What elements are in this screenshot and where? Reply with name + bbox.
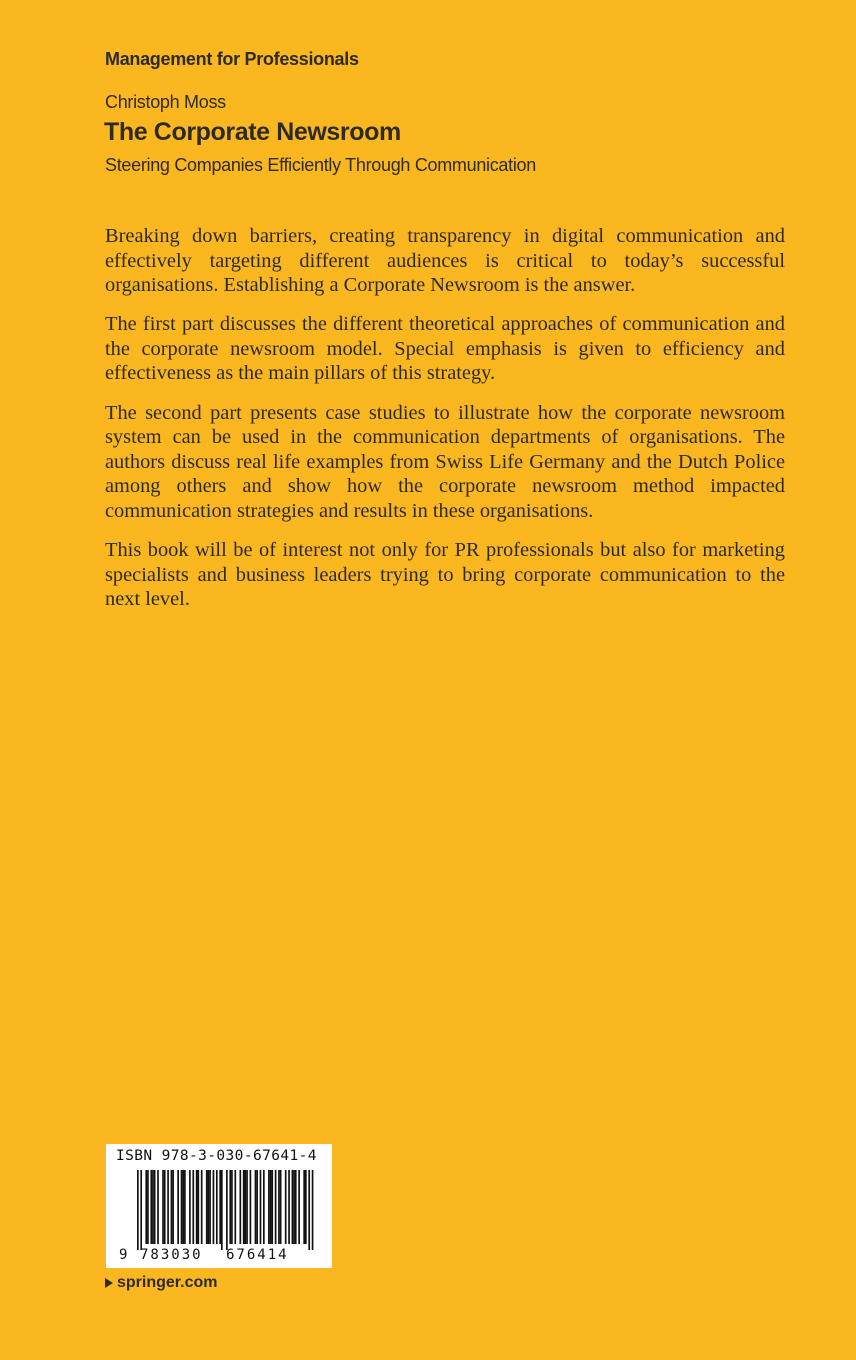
blurb-text — [105, 224, 785, 626]
barcode-bar — [298, 1170, 300, 1244]
isbn-label: ISBN 978-3-030-67641-4 — [116, 1148, 317, 1164]
barcode-bar — [263, 1170, 265, 1244]
book-title: The Corporate Newsroom — [104, 118, 401, 146]
barcode-bar — [285, 1170, 287, 1244]
publisher-url: springer.com — [117, 1274, 218, 1291]
blurb-paragraph-4: This book will be of interest not only for PR professionals but also for marketing specialists and business leaders trying to bring corporate communication to the next level. — [105, 539, 785, 611]
barcode-bar — [196, 1170, 198, 1244]
barcode-bar — [184, 1170, 186, 1244]
barcode-bar — [221, 1170, 223, 1250]
barcode-bar — [229, 1170, 231, 1244]
author-name: Christoph Moss — [105, 92, 226, 112]
book-subtitle: Steering Companies Efficiently Through Communication — [105, 155, 536, 175]
barcode-bar — [213, 1170, 215, 1244]
barcode-bar — [154, 1170, 156, 1244]
barcode-bar — [271, 1170, 273, 1244]
barcode-bar — [268, 1170, 270, 1244]
barcode-bar — [288, 1170, 290, 1244]
barcode-bar — [293, 1170, 295, 1244]
barcode-bar — [275, 1170, 277, 1244]
barcode-bar — [234, 1170, 236, 1244]
barcode-digits-left: 783030 — [140, 1247, 203, 1263]
barcode-bar — [162, 1170, 164, 1244]
barcode-bar — [182, 1170, 184, 1244]
barcode-bar — [226, 1170, 228, 1250]
barcode-bar — [303, 1170, 305, 1244]
barcode-bar — [209, 1170, 211, 1244]
blurb-paragraph-1: Breaking down barriers, creating transparency in digital communication and effectively targeting different audiences is critical to today’s successful organisations. Establishing a Corporate Newsroom is the answer. — [105, 225, 785, 297]
barcode-bar — [172, 1170, 174, 1244]
barcode-graphic — [106, 1144, 332, 1268]
barcode-bar — [177, 1170, 179, 1244]
barcode-bar — [308, 1170, 310, 1250]
barcode-bar — [208, 1170, 210, 1244]
barcode-bar — [137, 1170, 139, 1250]
barcode-bar — [278, 1170, 280, 1244]
barcode-bar — [239, 1170, 241, 1244]
barcode-bar — [206, 1170, 208, 1244]
series-title: Management for Professionals — [105, 49, 359, 69]
barcode-bar — [171, 1170, 173, 1244]
barcode-bar — [280, 1170, 282, 1244]
barcode-bar — [305, 1170, 307, 1244]
blurb-paragraph-3: The second part presents case studies to illustrate how the corporate newsroom system can be used in the communication departments of organisations. The authors discuss real life examples from Swiss Life Germany and the Dutch Police among others and show how the corporate newsroom method impacted communication strategies and results in these organisations. — [105, 401, 785, 522]
barcode-bar — [145, 1170, 147, 1244]
barcode-bar — [231, 1170, 233, 1244]
barcode-bar — [216, 1170, 218, 1244]
barcode-bar — [181, 1170, 183, 1244]
barcode-bar — [295, 1170, 297, 1244]
barcode-bar — [167, 1170, 169, 1244]
blurb-paragraph-2: The first part discusses the different theoretical approaches of communication and the corporate newsroom model. Special emphasis is given to efficiency and effectiveness as the main pillars of this strategy. — [105, 313, 785, 385]
barcode-digit-prefix: 9 — [119, 1247, 128, 1263]
barcode-bar — [270, 1170, 272, 1244]
barcode-bar — [260, 1170, 262, 1244]
barcode-bar — [150, 1170, 152, 1244]
barcode-bar — [192, 1170, 194, 1244]
barcode-bar — [255, 1170, 257, 1244]
barcode-bar — [197, 1170, 199, 1244]
barcode-bar — [189, 1170, 191, 1244]
barcode-bar — [312, 1170, 314, 1250]
barcode-bar — [147, 1170, 149, 1244]
barcode-bar — [243, 1170, 245, 1244]
barcode-bar — [246, 1170, 248, 1244]
triangle-right-icon — [105, 1278, 113, 1288]
barcode-bar — [157, 1170, 159, 1244]
barcode-bar — [140, 1170, 142, 1250]
barcode-digits-right: 676414 — [226, 1247, 289, 1263]
barcode-bar — [245, 1170, 247, 1244]
barcode-bar — [152, 1170, 154, 1244]
barcode-bar — [292, 1170, 294, 1244]
barcode-bar — [164, 1170, 166, 1244]
publisher-link[interactable] — [105, 1274, 217, 1292]
barcode-bar — [256, 1170, 258, 1244]
barcode-bar — [201, 1170, 203, 1244]
barcode-bar — [219, 1170, 221, 1244]
isbn-barcode — [106, 1144, 332, 1268]
barcode-bar — [250, 1170, 252, 1244]
